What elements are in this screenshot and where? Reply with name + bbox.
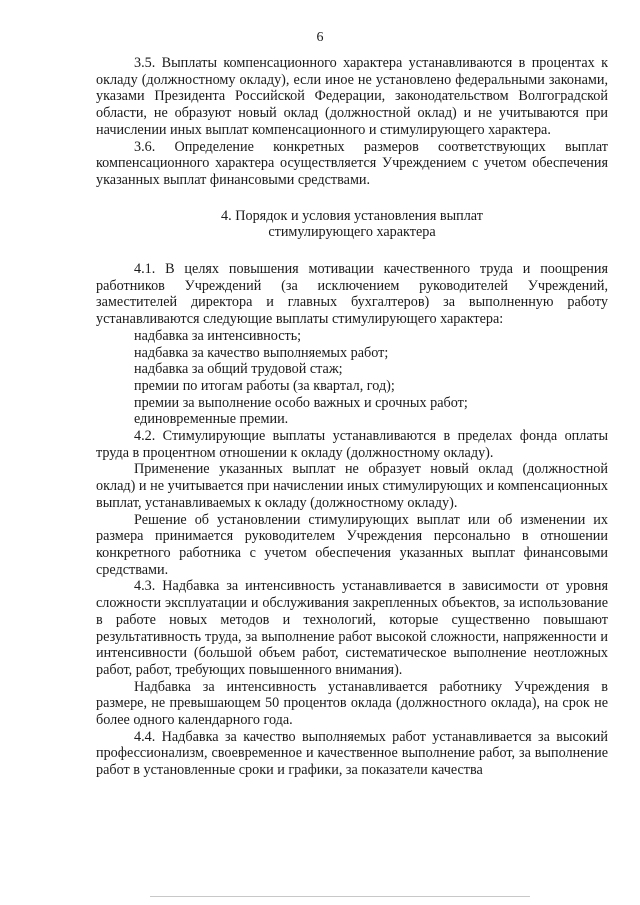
list-item: надбавка за общий трудовой стаж; bbox=[134, 361, 343, 378]
list-item: премии по итогам работы (за квартал, год); bbox=[134, 377, 395, 394]
document-body bbox=[96, 55, 608, 779]
list-item: надбавка за интенсивность; bbox=[134, 327, 302, 344]
footer-divider bbox=[150, 896, 530, 897]
paragraph-4-1: 4.1. В целях повышения мотивации качественного труда и поощрения работников Учреждений (за исключением руководителей Учреждений, заместителей директора и главных бухгалтеров) за выполненную работу устанавливаются следующие выплаты стимулирующего характера: bbox=[96, 261, 608, 328]
list-item: премии за выполнение особо важных и срочных работ; bbox=[134, 394, 468, 411]
section-heading-line-1: 4. Порядок и условия установления выплат bbox=[221, 207, 483, 224]
paragraph-intensity-size: Надбавка за интенсивность устанавливается работнику Учреждения в размере, не превышающем 50 процентов оклада (должностного оклада), на срок не более одного календарного года. bbox=[96, 678, 608, 729]
paragraph-3-6: 3.6. Определение конкретных размеров соответствующих выплат компенсационного характера осуществляется Учреждением с учетом обеспечения указанных выплат финансовыми средствами. bbox=[96, 138, 608, 188]
paragraph-application: Применение указанных выплат не образует новый оклад (должностной оклад) и не учитывается при начислении иных стимулирующих и компенсационных выплат, устанавливаемых к окладу (должностному окладу). bbox=[96, 461, 608, 511]
paragraph-3-5: 3.5. Выплаты компенсационного характера устанавливаются в процентах к окладу (должностному окладу), если иное не установлено федеральными законами, указами Президента Российской Федерации, законодательством Волгоградской области, не образуют новый оклад (должностной оклад) и не учитываются при начислении иных выплат компенсационного и стимулирующего характера. bbox=[96, 55, 608, 138]
paragraph-4-2: 4.2. Стимулирующие выплаты устанавливаются в пределах фонда оплаты труда в процентном отношении к окладу (должностному окладу). bbox=[96, 428, 608, 461]
paragraph-4-3: 4.3. Надбавка за интенсивность устанавливается в зависимости от уровня сложности эксплуатации и обслуживания закрепленных объектов, за использование в работе новых методов и технологий, которые существенно повышают результативность труда, за выполнение работ высокой сложности, напряженности и интенсивности (большой объем работ, систематическое выполнение неотложных работ, работ, требующих повышенного внимания). bbox=[96, 578, 608, 678]
list-item: единовременные премии. bbox=[134, 411, 289, 428]
paragraph-4-4: 4.4. Надбавка за качество выполняемых работ устанавливается за высокий профессионализм, своевременное и качественное выполнение работ, за выполнение работ в установленные сроки и графики, за показатели качества bbox=[96, 728, 608, 779]
list-item: надбавка за качество выполняемых работ; bbox=[134, 344, 389, 361]
section-heading-line-2: стимулирующего характера bbox=[268, 224, 436, 241]
page-number: 6 bbox=[316, 30, 324, 45]
stimulus-payments-list bbox=[96, 328, 608, 428]
paragraph-decision: Решение об установлении стимулирующих выплат или об изменении их размера принимается руководителем Учреждения персонально в отношении конкретного работника с учетом обеспечения указанных выплат финансовыми средствами. bbox=[96, 511, 608, 578]
section-heading bbox=[96, 208, 608, 241]
